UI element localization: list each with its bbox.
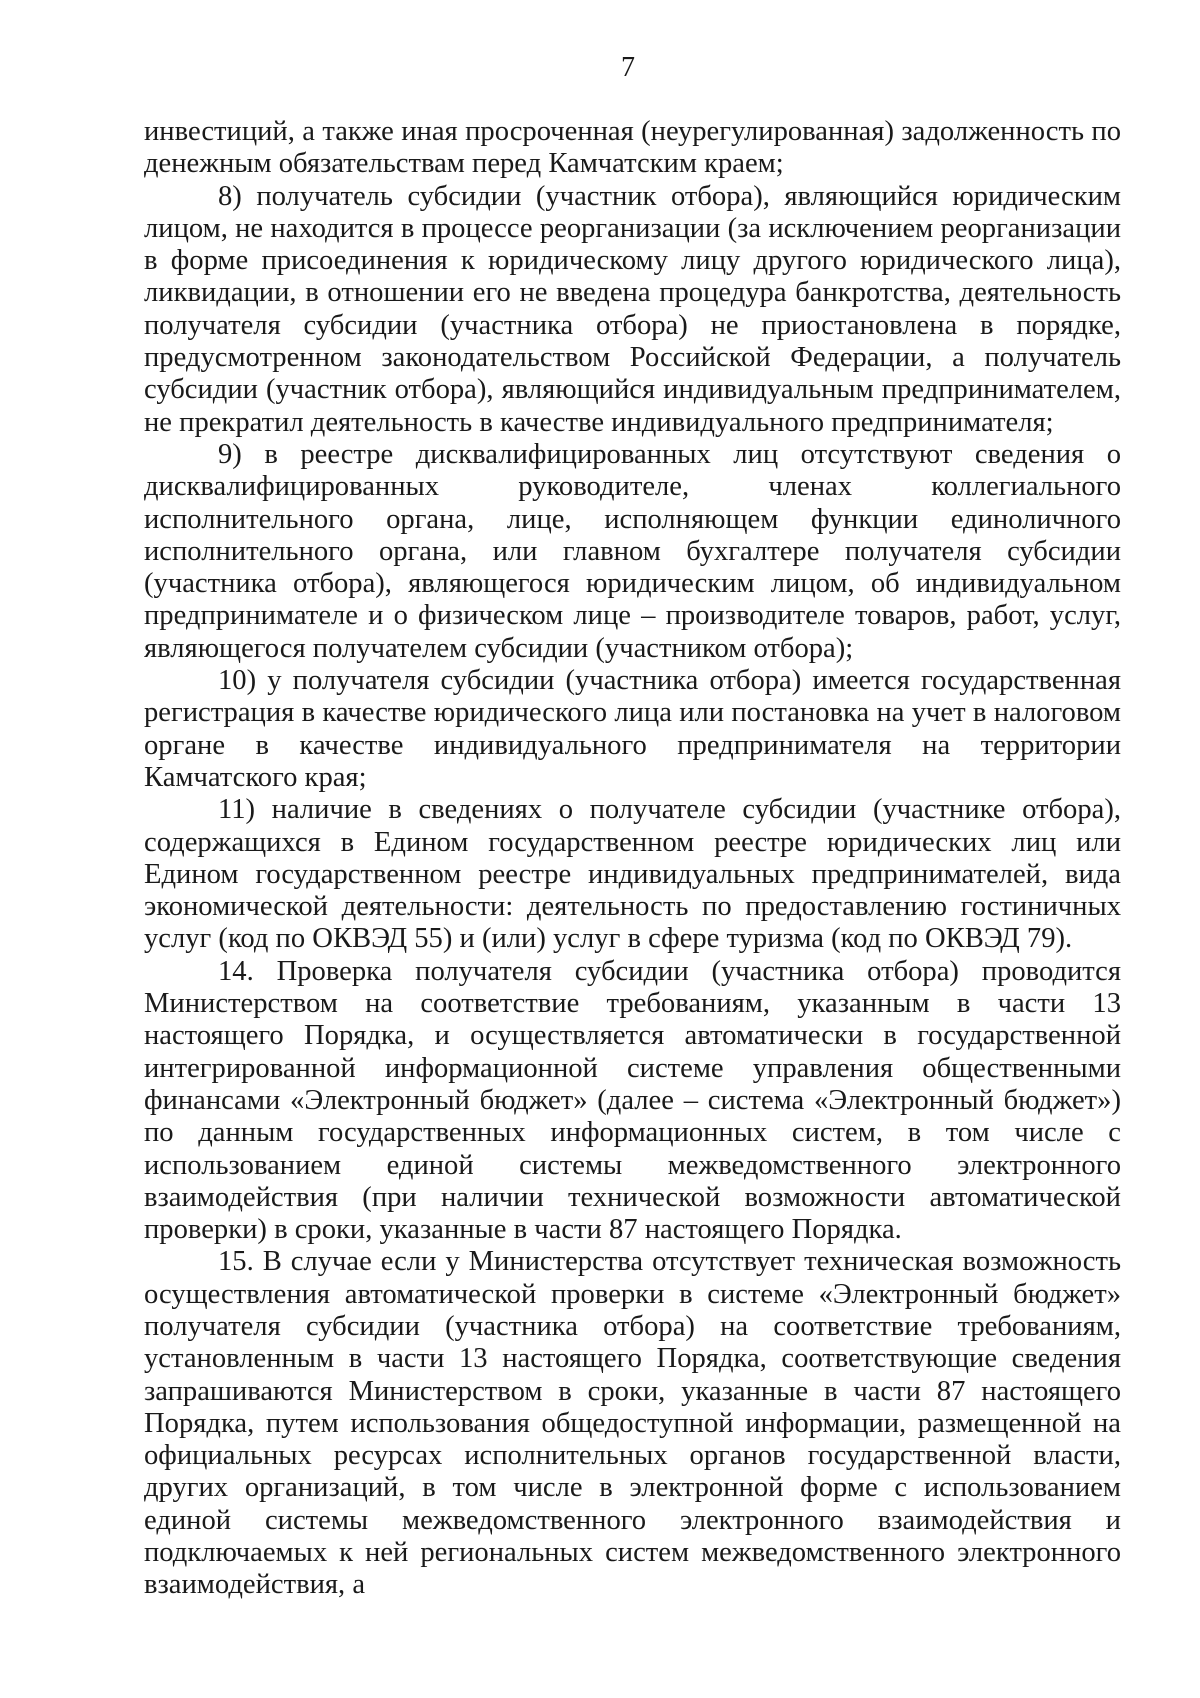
paragraph-part-15: 15. В случае если у Министерства отсутствует техническая возможность осуществления автоматической проверки в системе «Электронный бюджет» получателя субсидии (участника отбора) на соответствие требованиям, установленным в части 13 настоящего Порядка, соответствующие сведения запрашиваются Министерством в сроки, указанные в части 87 настоящего Порядка, путем использования общедоступной информации, размещенной на официальных ресурсах исполнительных органов государственной власти, других организаций, в том числе в электронной форме с использованием единой системы межведомственного электронного взаимодействия и подключаемых к ней региональных систем межведомственного электронного взаимодействия, а: [144, 1246, 1121, 1601]
paragraph-item-9: 9) в реестре дисквалифицированных лиц отсутствуют сведения о дисквалифицированных руководителе, членах коллегиального исполнительного органа, лице, исполняющем функции единоличного исполнительного органа, или главном бухгалтере получателя субсидии (участника отбора), являющегося юридическим лицом, об индивидуальном предпринимателе и о физическом лице – производителе товаров, работ, услуг, являющегося получателем субсидии (участником отбора);: [144, 438, 1121, 664]
paragraph-item-10: 10) у получателя субсидии (участника отбора) имеется государственная регистрация в качестве юридического лица или постановка на учет в налоговом органе в качестве индивидуального предпринимателя на территории Камчатского края;: [144, 665, 1121, 793]
paragraph-item-11: 11) наличие в сведениях о получателе субсидии (участнике отбора), содержащихся в Едином государственном реестре юридических лиц или Едином государственном реестре индивидуальных предпринимателей, вида экономической деятельности: деятельность по предоставлению гостиничных услуг (код по ОКВЭД 55) и (или) услуг в сфере туризма (код по ОКВЭД 79).: [144, 794, 1121, 955]
page-number: 7: [621, 52, 635, 83]
paragraph-part-14: 14. Проверка получателя субсидии (участника отбора) проводится Министерством на соответствие требованиям, указанным в части 13 настоящего Порядка, и осуществляется автоматически в государственной интегрированной информационной системе управления общественными финансами «Электронный бюджет» (далее – система «Электронный бюджет») по данным государственных информационных систем, в том числе с использованием единой системы межведомственного электронного взаимодействия (при наличии технической возможности автоматической проверки) в сроки, указанные в части 87 настоящего Порядка.: [144, 955, 1121, 1246]
paragraph-item-8: 8) получатель субсидии (участник отбора), являющийся юридическим лицом, не находится в процессе реорганизации (за исключением реорганизации в форме присоединения к юридическому лицу другого юридического лица), ликвидации, в отношении его не введена процедура банкротства, деятельность получателя субсидии (участника отбора) не приостановлена в порядке, предусмотренном законодательством Российской Федерации, а получатель субсидии (участник отбора), являющийся индивидуальным предпринимателем, не прекратил деятельность в качестве индивидуального предпринимателя;: [144, 180, 1121, 438]
paragraph-continuation: инвестиций, а также иная просроченная (неурегулированная) задолженность по денежным обязательствам перед Камчатским краем;: [144, 116, 1121, 180]
document-body: [144, 116, 1121, 1602]
